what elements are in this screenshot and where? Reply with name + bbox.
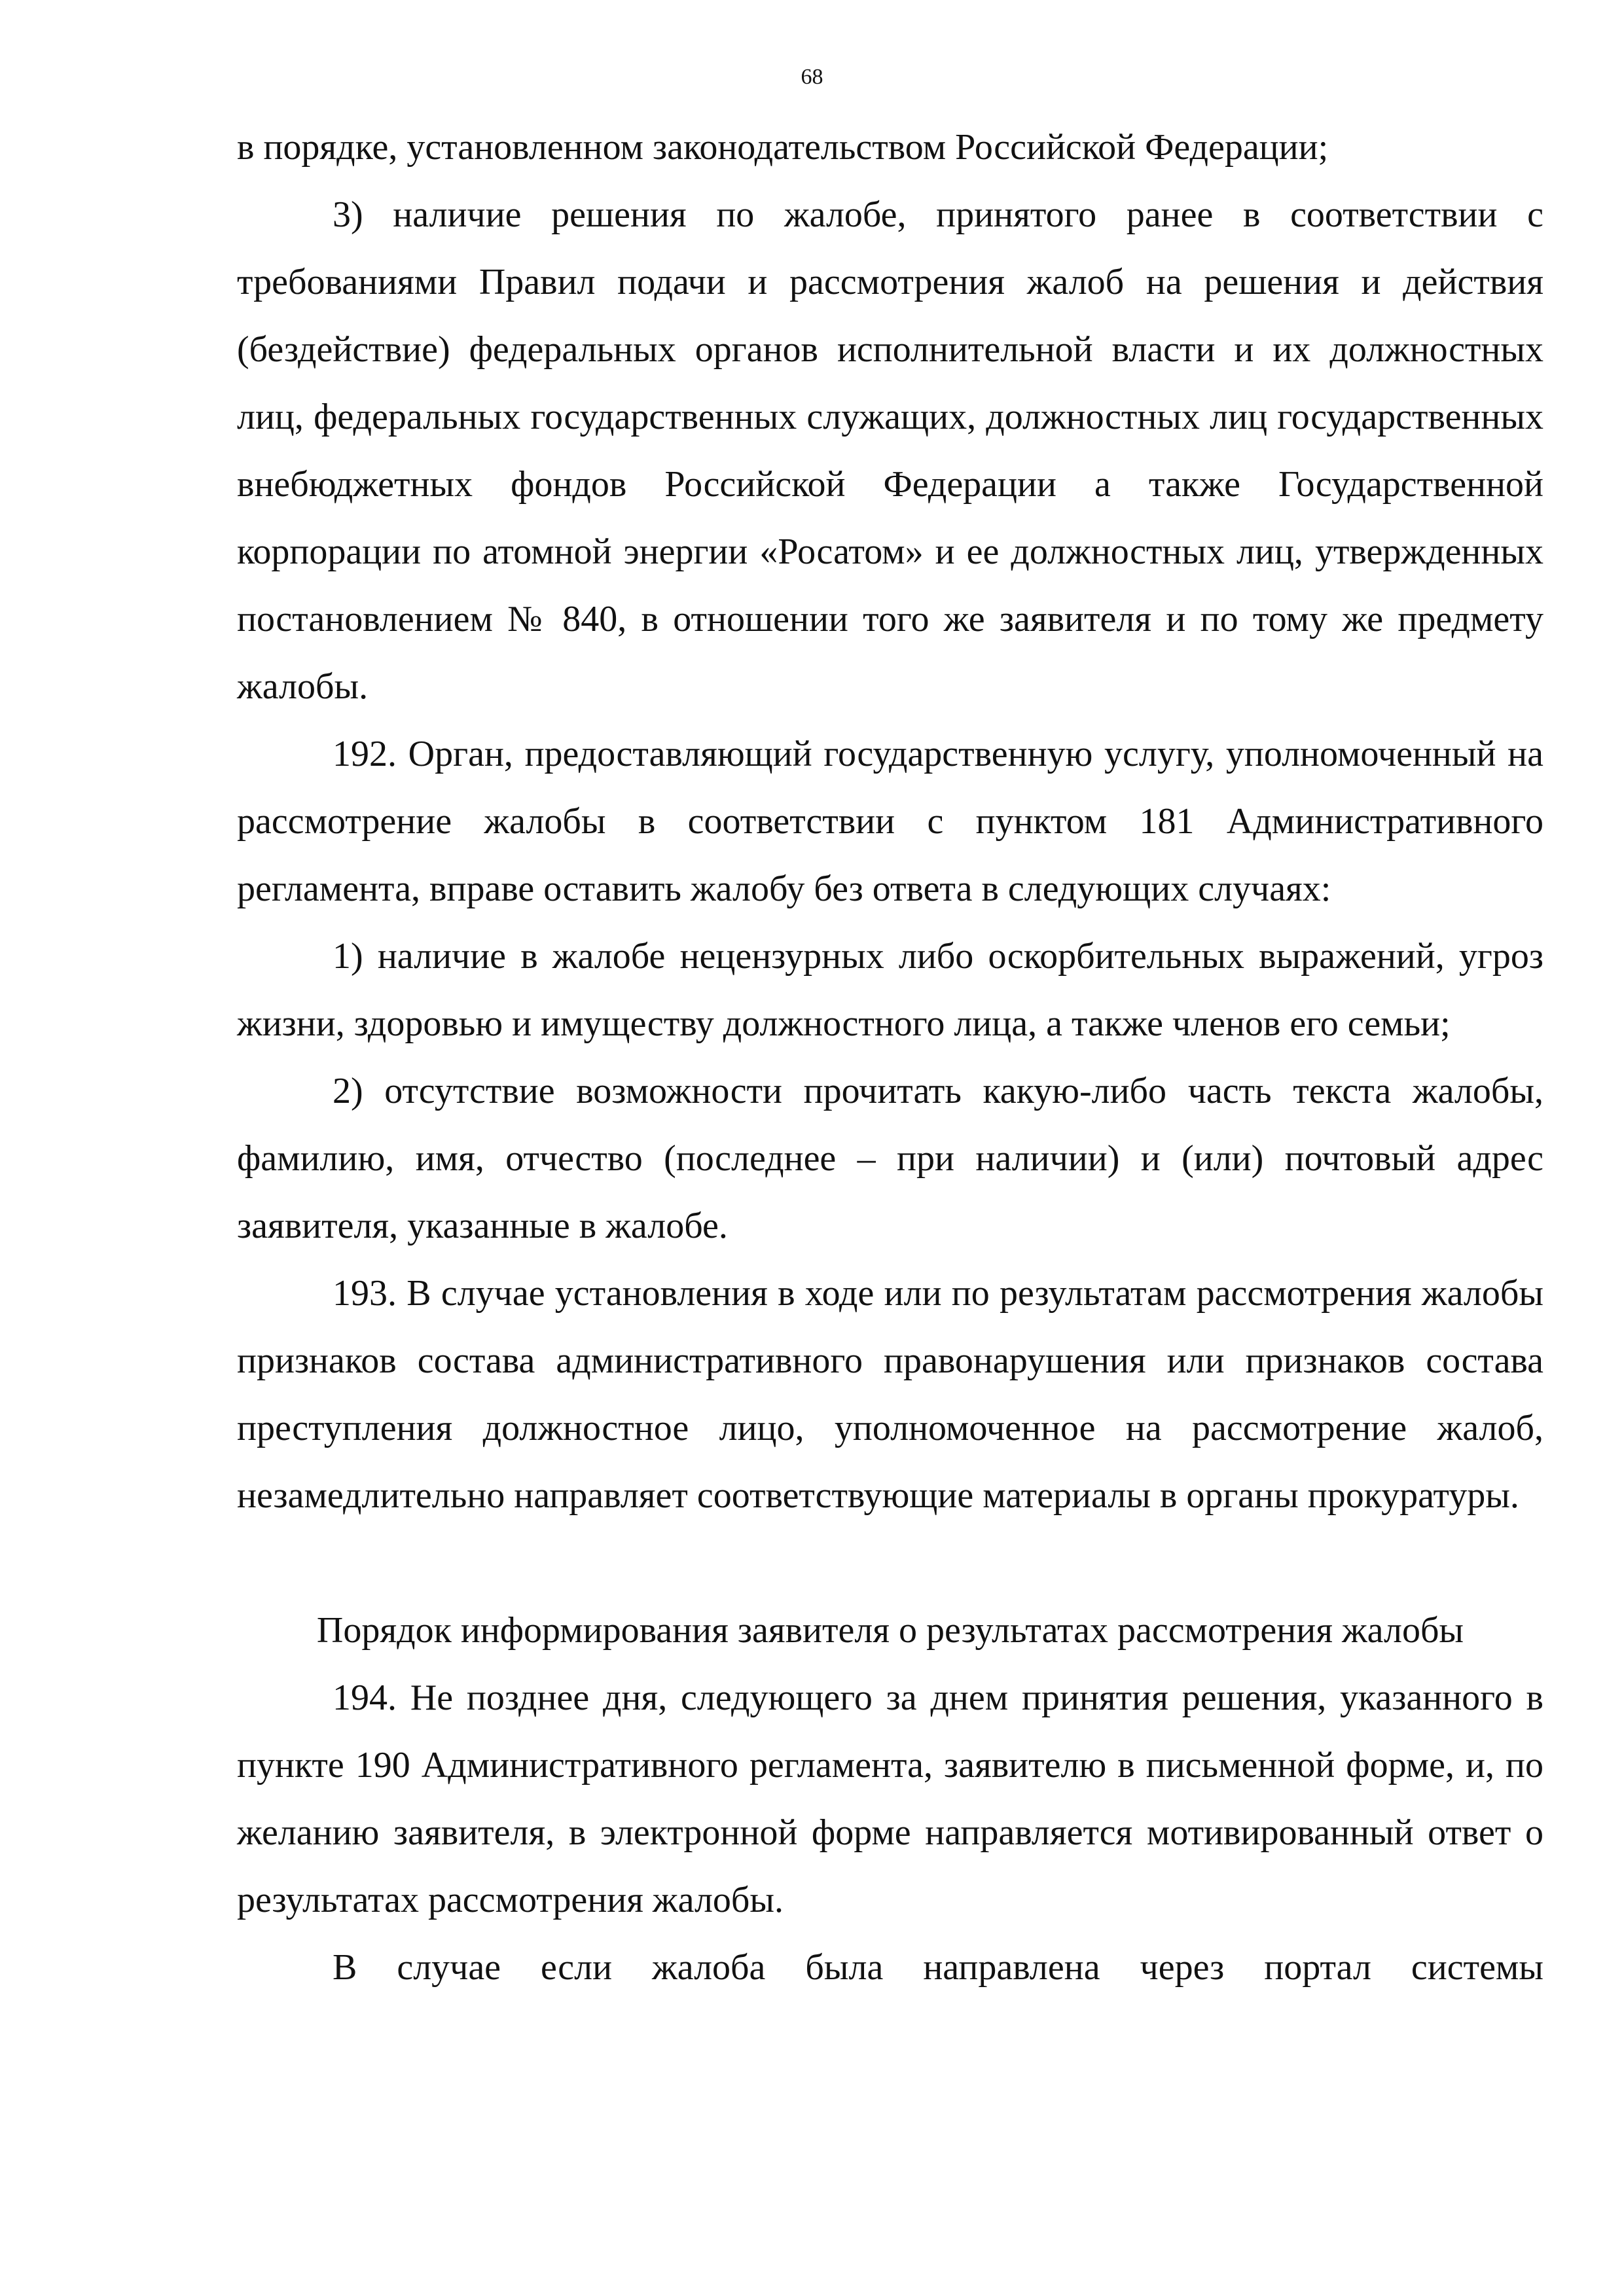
paragraph-item-2: 2) отсутствие возможности прочитать какую-либо часть текста жалобы, фамилию, имя, отчество (последнее – при наличии) и (или) почтовый адрес заявителя, указанные в жалобе.	[237, 1071, 1543, 1246]
paragraph-192: 192. Орган, предоставляющий государственную услугу, уполномоченный на рассмотрение жалобы в соответствии с пунктом 181 Административного регламента, вправе оставить жалобу без ответа в следующих случаях:	[237, 734, 1543, 909]
section-heading: Порядок информирования заявителя о результатах рассмотрения жалобы	[316, 1610, 1464, 1651]
paragraph-193: 193. В случае установления в ходе или по результатам рассмотрения жалобы признаков состава административного правонарушения или признаков состава преступления должностное лицо, уполномоченное на рассмотрение жалоб, незамедлительно направляет соответствующие материалы в органы прокуратуры.	[237, 1273, 1543, 1516]
document-body	[237, 114, 1543, 2001]
paragraph-item-3: 3) наличие решения по жалобе, принятого ранее в соответствии с требованиями Правил подачи и рассмотрения жалоб на решения и действия (бездействие) федеральных органов исполнительной власти и их должностных лиц, федеральных государственных служащих, должностных лиц государственных внебюджетных фондов Российской Федерации а также Государственной корпорации по атомной энергии «Росатом» и ее должностных лиц, утвержденных постановлением № 840, в отношении того же заявителя и по тому же предмету жалобы.	[237, 194, 1543, 707]
page-number: 68	[801, 65, 823, 89]
paragraph-portal: В случае если жалоба была направлена через портал системы	[333, 1947, 1543, 1988]
paragraph-194: 194. Не позднее дня, следующего за днем принятия решения, указанного в пункте 190 Административного регламента, заявителю в письменной форме, и, по желанию заявителя, в электронной форме направляется мотивированный ответ о результатах рассмотрения жалобы.	[237, 1677, 1543, 1920]
paragraph-continuation: в порядке, установленном законодательством Российской Федерации;	[237, 127, 1329, 168]
paragraph-item-1: 1) наличие в жалобе нецензурных либо оскорбительных выражений, угроз жизни, здоровью и имуществу должностного лица, а также членов его семьи;	[237, 936, 1543, 1044]
